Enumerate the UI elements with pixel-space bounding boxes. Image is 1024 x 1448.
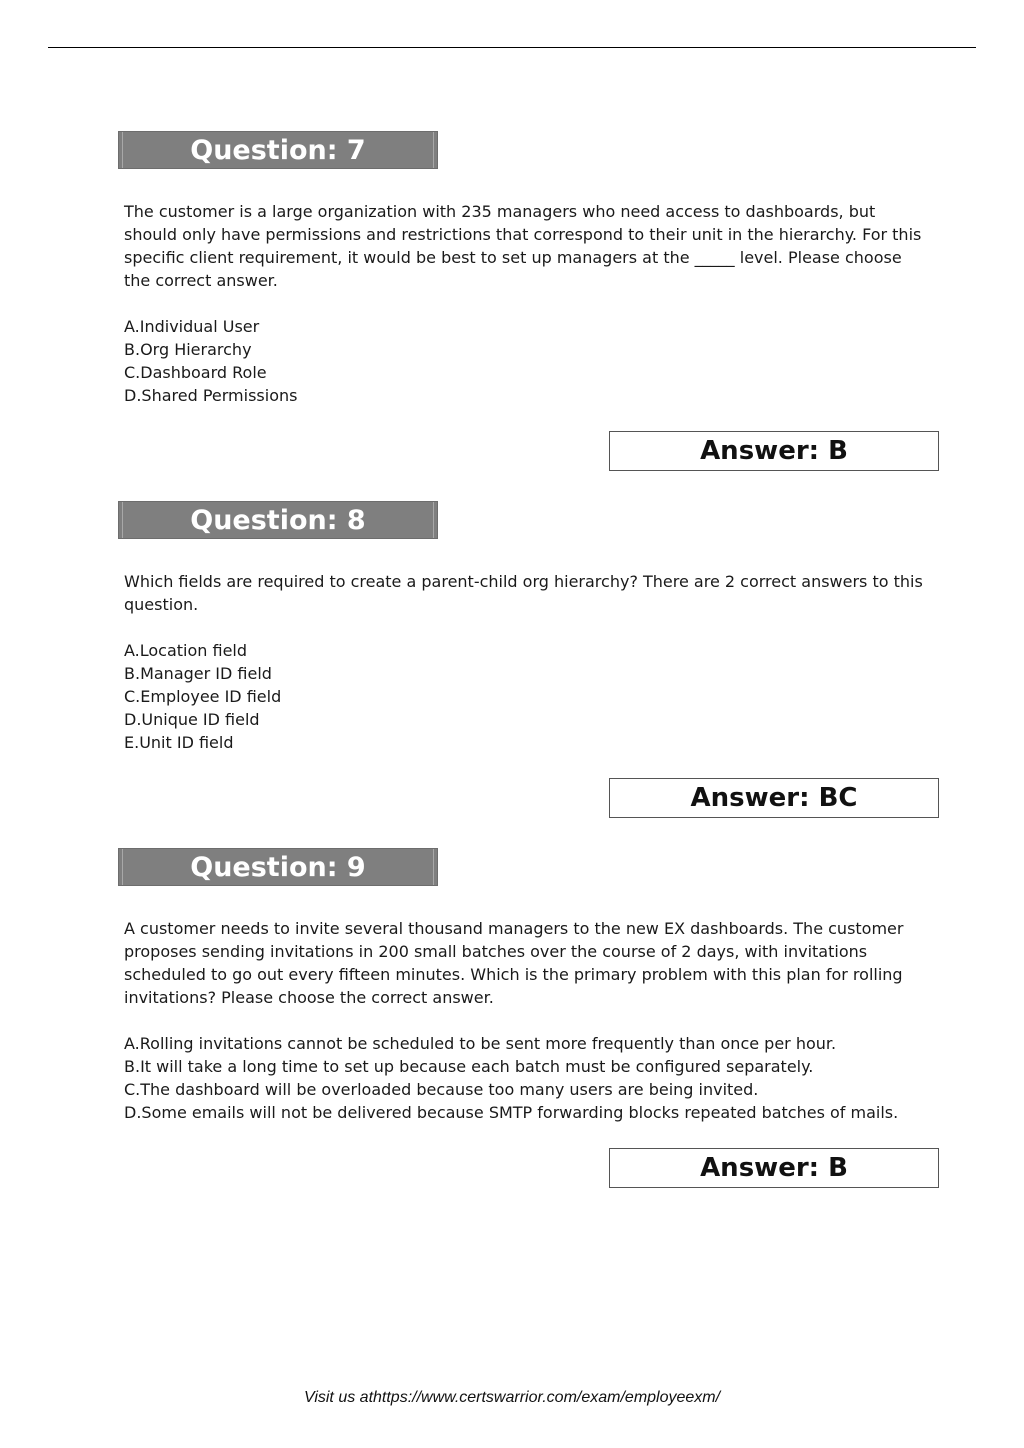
option-c: C.The dashboard will be overloaded because too many users are being invited.	[124, 1080, 759, 1099]
option-d: D.Unique ID field	[124, 710, 260, 729]
question-8-text: Which fields are required to create a parent-child org hierarchy? There are 2 correct answers to this question.	[124, 572, 923, 614]
question-header-label: Question: 8	[190, 505, 366, 536]
option-c: C.Dashboard Role	[124, 363, 267, 382]
question-7-options	[124, 315, 924, 407]
option-b: B.Manager ID field	[124, 664, 272, 683]
question-header-label: Question: 7	[190, 135, 366, 166]
question-9-answer-box	[609, 1148, 939, 1188]
question-8-header	[118, 501, 438, 539]
option-d: D.Shared Permissions	[124, 386, 298, 405]
question-7-header	[118, 131, 438, 169]
option-d: D.Some emails will not be delivered because SMTP forwarding blocks repeated batches of mails.	[124, 1103, 899, 1122]
question-9-header	[118, 848, 438, 886]
question-8-options	[124, 639, 924, 754]
option-c: C.Employee ID field	[124, 687, 282, 706]
question-8-answer-box	[609, 778, 939, 818]
option-b: B.Org Hierarchy	[124, 340, 252, 359]
question-9-text: A customer needs to invite several thousand managers to the new EX dashboards. The customer proposes sending invitations in 200 small batches over the course of 2 days, with invitations scheduled to go out every fifteen minutes. Which is the primary problem with this plan for rolling invitations? Please choose the correct answer.	[124, 919, 904, 1007]
option-a: A.Rolling invitations cannot be scheduled to be sent more frequently than once per hour.	[124, 1034, 837, 1053]
footer-link-text[interactable]: Visit us athttps://www.certswarrior.com/exam/employeexm/	[303, 1389, 721, 1406]
question-9-options	[124, 1032, 924, 1124]
top-divider	[48, 47, 976, 48]
question-7-answer-box	[609, 431, 939, 471]
answer-label: Answer: BC	[690, 783, 858, 813]
question-7-text: The customer is a large organization with 235 managers who need access to dashboards, but should only have permissions and restrictions that correspond to their unit in the hierarchy. For this specific client requirement, it would be best to set up managers at the _____ level. Please choose the correct answer.	[124, 202, 922, 290]
option-e: E.Unit ID field	[124, 733, 234, 752]
question-header-label: Question: 9	[190, 852, 366, 883]
answer-label: Answer: B	[700, 436, 848, 466]
option-a: A.Individual User	[124, 317, 260, 336]
answer-label: Answer: B	[700, 1153, 848, 1183]
option-b: B.It will take a long time to set up because each batch must be configured separately.	[124, 1057, 814, 1076]
option-a: A.Location field	[124, 641, 248, 660]
